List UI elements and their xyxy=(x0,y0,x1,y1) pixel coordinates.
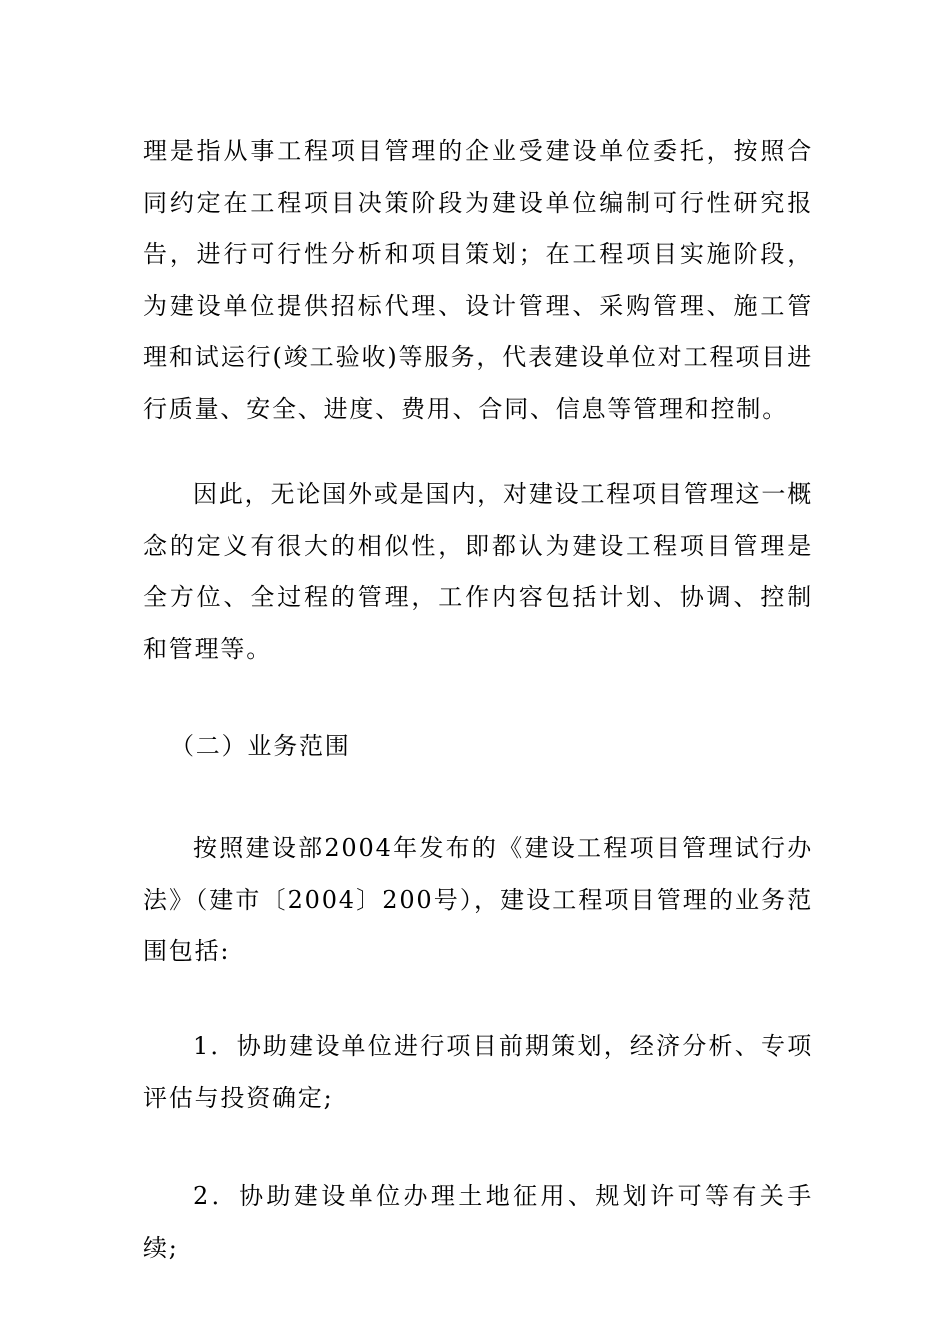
body-paragraph: 理是指从事工程项目管理的企业受建设单位委托，按照合同约定在工程项目决策阶段为建设单位编制可行性研究报告，进行可行性分析和项目策划；在工程项目实施阶段，为建设单位提供招标代理、设计管理、采购管理、施工管理和试运行(竣工验收)等服务，代表建设单位对工程项目进行质量、安全、进度、费用、合同、信息等管理和控制。 xyxy=(143,137,813,423)
scope-list-item: 2．协助建设单位办理土地征用、规划许可等有关手续; xyxy=(143,1182,813,1262)
section-heading: （二）业务范围 xyxy=(170,732,351,760)
scope-list-item: 1．协助建设单位进行项目前期策划，经济分析、专项评估与投资确定; xyxy=(143,1032,813,1112)
body-paragraph: 因此，无论国外或是国内，对建设工程项目管理这一概念的定义有很大的相似性，即都认为建设工程项目管理是全方位、全过程的管理，工作内容包括计划、协调、控制和管理等。 xyxy=(143,480,813,663)
scope-intro-paragraph: 按照建设部2004年发布的《建设工程项目管理试行办法》（建市〔2004〕200号），建设工程项目管理的业务范围包括: xyxy=(143,834,813,965)
